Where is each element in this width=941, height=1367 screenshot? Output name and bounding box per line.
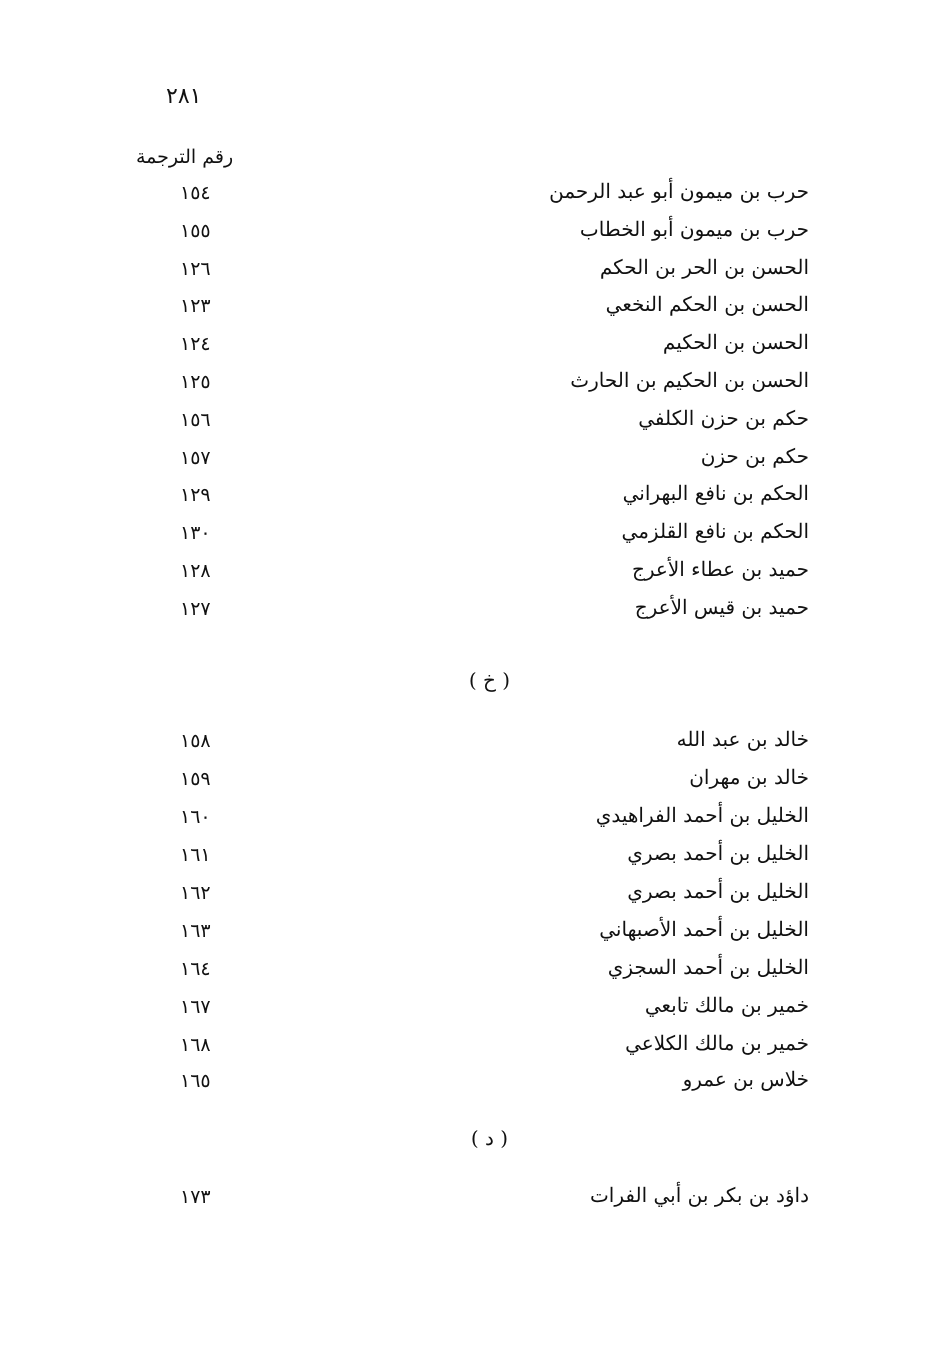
entry-number: ١٧٣ — [180, 1186, 211, 1208]
entry-number: ١٢٥ — [180, 371, 211, 393]
page-number: ٢٨١ — [166, 84, 202, 109]
index-entry — [0, 914, 941, 952]
entry-name: خمير بن مالك الكلاعي — [625, 1031, 809, 1055]
entry-number: ١٢٨ — [180, 560, 211, 582]
entry-number: ١٦٨ — [180, 1034, 211, 1056]
index-entry — [0, 1028, 941, 1066]
index-entry — [0, 1180, 941, 1218]
entry-number: ١٥٥ — [180, 220, 211, 242]
index-entry — [0, 838, 941, 876]
entry-number: ١٢٦ — [180, 258, 211, 280]
index-entry — [0, 252, 941, 290]
index-entry — [0, 990, 941, 1028]
entry-name: خالد بن عبد الله — [676, 727, 809, 751]
index-entry — [0, 762, 941, 800]
entry-number: ١٢٤ — [180, 333, 211, 355]
index-entry — [0, 554, 941, 592]
entry-name: الخليل بن أحمد الفراهيدي — [595, 803, 809, 827]
index-entry — [0, 876, 941, 914]
entry-number: ١٦٢ — [180, 882, 211, 904]
entry-number: ١٢٣ — [180, 295, 211, 317]
index-entry — [0, 176, 941, 214]
index-entry — [0, 441, 941, 479]
section-heading-text: ( د ) — [470, 1126, 509, 1150]
entry-name: الحسن بن الحكيم بن الحارث — [570, 368, 809, 392]
index-entry — [0, 724, 941, 762]
index-entry — [0, 214, 941, 252]
entry-number: ١٥٤ — [180, 182, 211, 204]
index-entry — [0, 592, 941, 630]
entry-name: الحسن بن الحكم النخعي — [605, 292, 809, 316]
entry-name: حكم بن حزن الكلفي — [638, 406, 809, 430]
entry-number: ١٢٩ — [180, 484, 211, 506]
section-heading-dal — [0, 1126, 941, 1150]
entry-name: الحسن بن الحر بن الحكم — [599, 255, 809, 279]
entry-number: ١٦٠ — [180, 806, 211, 828]
entry-name: الحكم بن نافع القلزمي — [621, 519, 809, 543]
entry-name: حرب بن ميمون أبو عبد الرحمن — [549, 179, 809, 203]
entry-name: حكم بن حزن — [700, 444, 809, 468]
entry-name: داؤد بن بكر بن أبي الفرات — [589, 1183, 809, 1207]
entry-name: حميد بن قيس الأعرج — [634, 595, 809, 619]
entry-number: ١٥٨ — [180, 730, 211, 752]
entry-number: ١٦٣ — [180, 920, 211, 942]
entry-name: خلاس بن عمرو — [682, 1067, 809, 1091]
entry-name: الحسن بن الحكيم — [662, 330, 809, 354]
entry-name: الخليل بن أحمد بصري — [627, 879, 809, 903]
entry-number: ١٦١ — [180, 844, 211, 866]
column-header: رقم الترجمة — [136, 146, 234, 168]
entry-name: الحكم بن نافع البهراني — [622, 481, 809, 505]
entry-number: ١٦٤ — [180, 958, 211, 980]
index-entry — [0, 365, 941, 403]
entry-name: خمير بن مالك تابعي — [644, 993, 809, 1017]
entry-name: حرب بن ميمون أبو الخطاب — [579, 217, 809, 241]
entry-number: ١٣٠ — [180, 522, 211, 544]
entry-number: ١٦٧ — [180, 996, 211, 1018]
entry-name: الخليل بن أحمد الأصبهاني — [599, 917, 809, 941]
entry-name: الخليل بن أحمد بصري — [627, 841, 809, 865]
index-entry — [0, 327, 941, 365]
index-entry — [0, 289, 941, 327]
index-entry — [0, 403, 941, 441]
entry-name: الخليل بن أحمد السجزي — [607, 955, 809, 979]
entry-number: ١٦٥ — [180, 1070, 211, 1092]
section-heading-text: ( خ ) — [468, 668, 511, 692]
index-entry — [0, 516, 941, 554]
entry-number: ١٥٦ — [180, 409, 211, 431]
entry-name: خالد بن مهران — [689, 765, 809, 789]
entry-number: ١٥٧ — [180, 447, 211, 469]
section-heading-kha — [0, 668, 941, 692]
entry-number: ١٢٧ — [180, 598, 211, 620]
index-entry — [0, 952, 941, 990]
index-entry — [0, 478, 941, 516]
index-entry — [0, 800, 941, 838]
index-entry — [0, 1064, 941, 1102]
entry-number: ١٥٩ — [180, 768, 211, 790]
entry-name: حميد بن عطاء الأعرج — [631, 557, 809, 581]
